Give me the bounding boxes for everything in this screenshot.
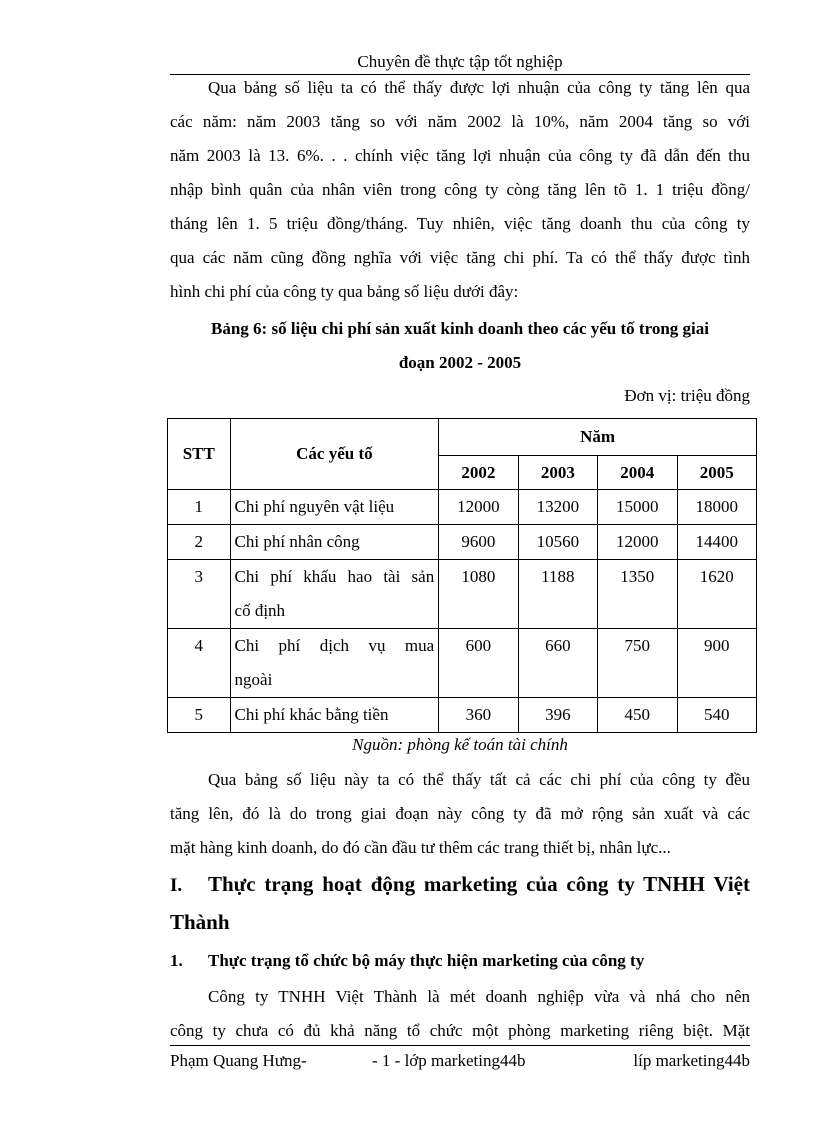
cell-value: 1620 <box>677 560 756 629</box>
cell-value: 360 <box>439 698 518 733</box>
factor-text: Chi phí khấu hao tài sản <box>234 567 435 586</box>
section-title-line2: Thành <box>170 910 230 934</box>
footer-rule <box>170 1045 750 1046</box>
paragraph-line: Qua bảng số liệu này ta có thể thấy tất cả các chi phí của công ty đều <box>208 770 750 789</box>
header-stt: STT <box>168 419 231 490</box>
cell-value: 18000 <box>677 490 756 525</box>
paragraph-line: tăng lên, đó là do trong giai đoạn này công ty đã mở rộng sản xuất và các <box>170 804 750 823</box>
cell-value: 660 <box>518 629 597 698</box>
paragraph-line: năm 2003 là 13. 6%. . . chính việc tăng lợi nhuận của công ty đã dẫn đến thu <box>170 146 750 165</box>
cell-stt: 3 <box>168 560 231 629</box>
section-heading <box>170 866 750 940</box>
cost-table <box>167 418 757 733</box>
cell-value: 600 <box>439 629 518 698</box>
cell-value: 1080 <box>439 560 518 629</box>
table-row <box>168 698 757 733</box>
cell-value: 450 <box>598 698 677 733</box>
cell-value: 9600 <box>439 525 518 560</box>
table-row <box>168 629 757 698</box>
paragraph-organization <box>170 980 750 1048</box>
paragraph-line: hình chi phí của công ty qua bảng số liệu dưới đây: <box>170 282 519 301</box>
cell-value: 540 <box>677 698 756 733</box>
unit-label: Đơn vị: triệu đồng <box>624 386 750 405</box>
paragraph-line: công ty chưa có đủ khả năng tổ chức một phòng marketing riêng biệt. Mặt <box>170 1021 750 1040</box>
subsection-heading <box>170 946 750 976</box>
paragraph-line: Công ty TNHH Việt Thành là mét doanh nghiệp vừa và nhá cho nên <box>208 987 750 1006</box>
subsection-title: Thực trạng tổ chức bộ máy thực hiện marketing của công ty <box>208 951 645 970</box>
factor-text: Chi phí khác bằng tiền <box>234 705 389 724</box>
factor-text: Chi phí dịch vụ mua <box>234 636 435 655</box>
cell-value: 13200 <box>518 490 597 525</box>
header-year: 2004 <box>598 456 677 490</box>
table-title-line2: đoạn 2002 - 2005 <box>398 353 522 372</box>
cell-factor <box>230 560 439 629</box>
table-title-line1: Bảng 6: số liệu chi phí sản xuất kinh doanh theo các yếu tố trong giai <box>211 319 709 338</box>
cell-factor <box>230 525 439 560</box>
factor-text: Chi phí nguyên vật liệu <box>234 497 395 516</box>
table-row <box>168 490 757 525</box>
header-year: 2003 <box>518 456 597 490</box>
footer-page-number: - 1 - lớp marketing44b <box>372 1051 526 1070</box>
cell-value: 396 <box>518 698 597 733</box>
cell-value: 15000 <box>598 490 677 525</box>
section-title-line1: Thực trạng hoạt động marketing của công ty TNHH Việt <box>208 872 750 896</box>
paragraph-line: qua các năm cũng đồng nghĩa với việc tăng chi phí. Ta có thể thấy được tình <box>170 248 750 267</box>
section-number: I. <box>170 875 183 896</box>
cell-stt: 4 <box>168 629 231 698</box>
cell-stt: 1 <box>168 490 231 525</box>
factor-text: Chi phí nhân công <box>234 532 360 551</box>
cell-stt: 5 <box>168 698 231 733</box>
table-row <box>168 560 757 629</box>
running-header: Chuyên đề thực tập tốt nghiệp <box>357 52 563 71</box>
header-year-group: Năm <box>439 419 757 456</box>
paragraph-line: nhập bình quân của nhân viên trong công ty còng tăng lên tõ 1. 1 triệu đồng/ <box>170 180 750 199</box>
header-year: 2005 <box>677 456 756 490</box>
cell-value: 1188 <box>518 560 597 629</box>
factor-text: cố định <box>234 601 286 620</box>
paragraph-line: mặt hàng kinh doanh, do đó cần đầu tư thêm các trang thiết bị, nhân lực... <box>170 838 671 857</box>
header-year: 2002 <box>439 456 518 490</box>
subsection-number: 1. <box>170 951 183 970</box>
table-row <box>168 525 757 560</box>
paragraph-analysis <box>170 763 750 865</box>
cell-stt: 2 <box>168 525 231 560</box>
paragraph-line: tháng lên 1. 5 triệu đồng/tháng. Tuy nhiên, việc tăng doanh thu của công ty <box>170 214 750 233</box>
cell-value: 750 <box>598 629 677 698</box>
cell-value: 12000 <box>439 490 518 525</box>
cell-value: 900 <box>677 629 756 698</box>
paragraph-line: Qua bảng số liệu ta có thể thấy được lợi nhuận của công ty tăng lên qua <box>208 78 750 97</box>
cell-value: 1350 <box>598 560 677 629</box>
footer-class: líp marketing44b <box>633 1051 750 1070</box>
factor-text: ngoài <box>234 670 273 689</box>
cell-factor <box>230 698 439 733</box>
footer-author: Phạm Quang Hưng- <box>170 1051 307 1070</box>
cell-factor <box>230 490 439 525</box>
header-factor: Các yếu tố <box>230 419 439 490</box>
cell-value: 14400 <box>677 525 756 560</box>
table-source: Nguồn: phòng kế toán tài chính <box>352 735 568 754</box>
cell-factor <box>230 629 439 698</box>
cell-value: 10560 <box>518 525 597 560</box>
paragraph-line: các năm: năm 2003 tăng so với năm 2002 là 10%, năm 2004 tăng so với <box>170 112 750 131</box>
cell-value: 12000 <box>598 525 677 560</box>
page-footer <box>170 1050 750 1072</box>
paragraph-intro <box>170 71 750 309</box>
